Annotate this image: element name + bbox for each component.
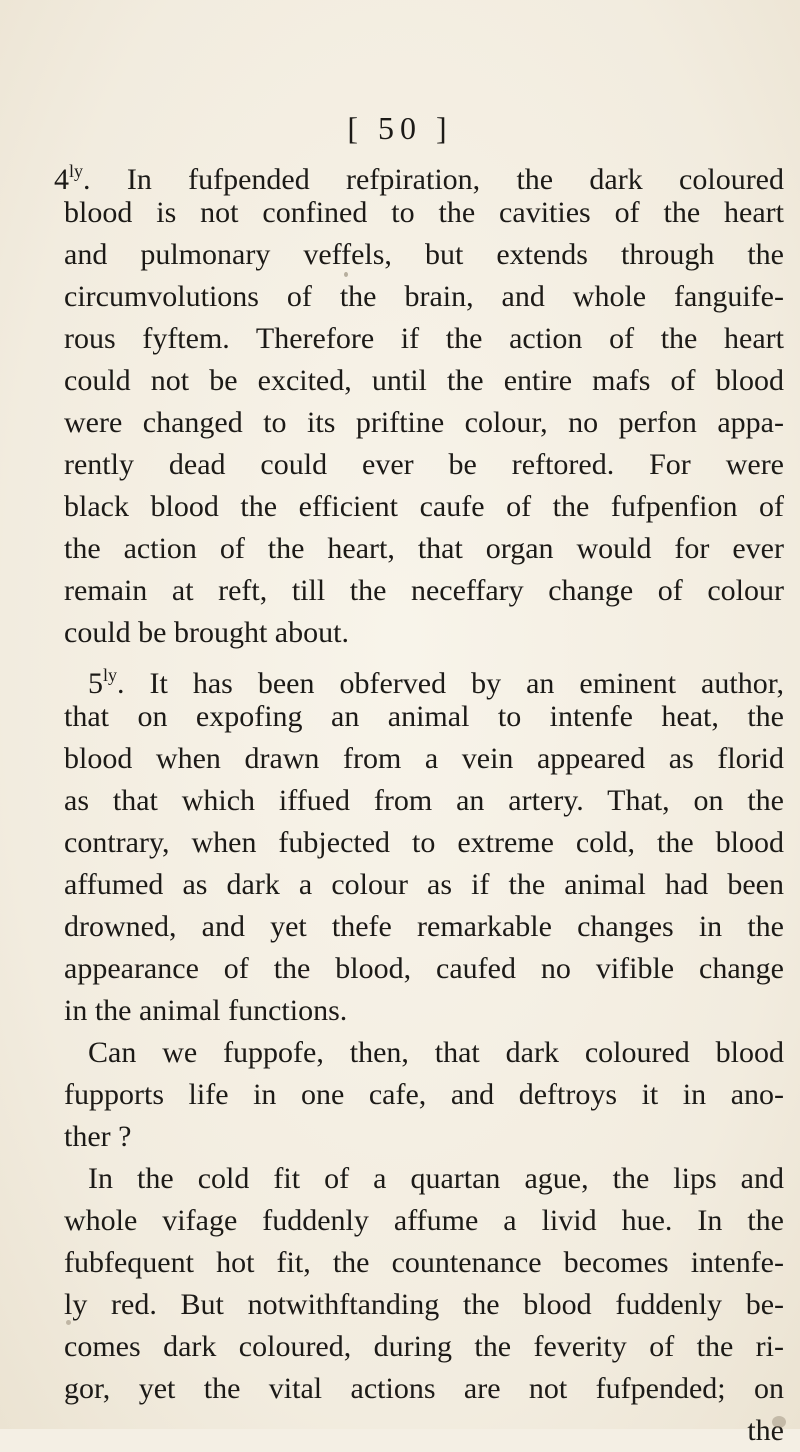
paragraph-line: rently dead could ever be reftored. For were bbox=[64, 448, 784, 481]
paper-speck bbox=[66, 1320, 71, 1325]
paragraph-line: ther ? bbox=[64, 1120, 132, 1153]
paragraph-line: appearance of the blood, caufed no vifible change bbox=[64, 952, 784, 985]
paragraph-line: fubfequent hot fit, the countenance becomes intenfe- bbox=[64, 1246, 784, 1279]
paragraph-line: remain at reft, till the neceffary change of colour bbox=[64, 574, 784, 607]
paragraph-line: were changed to its priftine colour, no perfon appa- bbox=[64, 406, 784, 439]
paragraph-line: gor, yet the vital actions are not fufpended; on bbox=[64, 1372, 784, 1405]
ordinal-suffix: ly bbox=[103, 665, 118, 685]
paragraph-line: $4^{ly}$. In fufpended refpiration, the dark coloured bbox=[54, 161, 784, 196]
paper-speck bbox=[344, 272, 348, 277]
section-number: 5 bbox=[88, 667, 103, 700]
catchword: the bbox=[747, 1414, 784, 1447]
paragraph-line: ly red. But notwithftanding the blood fuddenly be- bbox=[64, 1288, 784, 1321]
paragraph-line: black blood the efficient caufe of the fufpenfion of bbox=[64, 490, 784, 523]
paragraph-line: fupports life in one cafe, and deftroys it in ano- bbox=[64, 1078, 784, 1111]
paragraph-line: whole vifage fuddenly affume a livid hue. In the bbox=[64, 1204, 784, 1237]
paper-speck bbox=[772, 1416, 786, 1428]
paragraph-line: could be brought about. bbox=[64, 616, 349, 649]
paragraph-line: blood when drawn from a vein appeared as florid bbox=[64, 742, 784, 775]
paragraph-line: and pulmonary veffels, but extends through the bbox=[64, 238, 784, 271]
ordinal-suffix: ly bbox=[69, 161, 84, 181]
paragraph-line: drowned, and yet thefe remarkable changes in the bbox=[64, 910, 784, 943]
section-number: 4 bbox=[54, 163, 69, 196]
paragraph-line: blood is not confined to the cavities of the heart bbox=[64, 196, 784, 229]
paragraph-line: Can we fuppofe, then, that dark coloured blood bbox=[88, 1036, 784, 1069]
paragraph-line: affumed as dark a colour as if the animal had been bbox=[64, 868, 784, 901]
paragraph-line: as that which iffued from an artery. That, on the bbox=[64, 784, 784, 817]
paragraph-line: rous fyftem. Therefore if the action of the heart bbox=[64, 322, 784, 355]
paragraph-line: that on expofing an animal to intenfe heat, the bbox=[64, 700, 784, 733]
paragraph-line: circumvolutions of the brain, and whole fanguife- bbox=[64, 280, 784, 313]
page-number-header: [ 50 ] bbox=[347, 110, 453, 146]
paragraph-line: could not be excited, until the entire mafs of blood bbox=[64, 364, 784, 397]
paragraph-line: the action of the heart, that organ would for ever bbox=[64, 532, 784, 565]
paragraph-line: contrary, when fubjected to extreme cold, the blood bbox=[64, 826, 784, 859]
paragraph-line: in the animal functions. bbox=[64, 994, 348, 1027]
paragraph-line: $5^{ly}$. It has been obferved by an eminent author, bbox=[88, 665, 784, 700]
paragraph-line: In the cold fit of a quartan ague, the lips and bbox=[88, 1162, 784, 1195]
paragraph-line: comes dark coloured, during the feverity of the ri- bbox=[64, 1330, 784, 1363]
